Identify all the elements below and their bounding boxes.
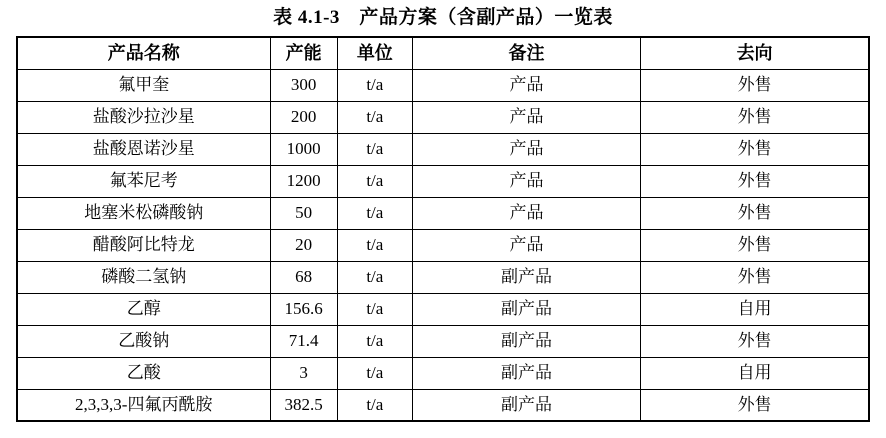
table-cell: 外售 xyxy=(641,197,869,229)
table-cell: 外售 xyxy=(641,69,869,101)
table-cell: 产品 xyxy=(412,229,640,261)
table-cell: t/a xyxy=(337,229,412,261)
table-cell: 外售 xyxy=(641,101,869,133)
table-cell: t/a xyxy=(337,325,412,357)
table-cell: 1200 xyxy=(270,165,337,197)
column-header-1: 产品名称 xyxy=(17,37,270,69)
table-cell: 乙酸钠 xyxy=(17,325,270,357)
table-cell: 自用 xyxy=(641,293,869,325)
table-cell: 氟苯尼考 xyxy=(17,165,270,197)
table-cell: 醋酸阿比特龙 xyxy=(17,229,270,261)
table-cell: 300 xyxy=(270,69,337,101)
table-cell: 3 xyxy=(270,357,337,389)
table-cell: 71.4 xyxy=(270,325,337,357)
table-cell: 副产品 xyxy=(412,325,640,357)
table-header-row xyxy=(17,37,869,69)
table-cell: 156.6 xyxy=(270,293,337,325)
table-cell: 2,3,3,3-四氟丙酰胺 xyxy=(17,389,270,421)
table-cell: 50 xyxy=(270,197,337,229)
table-cell: 产品 xyxy=(412,197,640,229)
table-row xyxy=(17,165,869,197)
column-header-2: 产能 xyxy=(270,37,337,69)
product-scheme-table xyxy=(16,36,870,422)
table-cell: 自用 xyxy=(641,357,869,389)
table-row xyxy=(17,293,869,325)
table-cell: 382.5 xyxy=(270,389,337,421)
table-cell: 产品 xyxy=(412,133,640,165)
table-cell: 外售 xyxy=(641,133,869,165)
table-caption: 表 4.1-3 产品方案（含副产品）一览表 xyxy=(273,7,613,28)
table-row xyxy=(17,197,869,229)
table-row xyxy=(17,101,869,133)
table-cell: 外售 xyxy=(641,389,869,421)
table-cell: t/a xyxy=(337,389,412,421)
table-cell: 副产品 xyxy=(412,389,640,421)
table-cell: 20 xyxy=(270,229,337,261)
table-cell: 产品 xyxy=(412,165,640,197)
table-cell: 外售 xyxy=(641,165,869,197)
table-cell: t/a xyxy=(337,357,412,389)
table-cell: t/a xyxy=(337,197,412,229)
table-cell: 外售 xyxy=(641,261,869,293)
table-cell: t/a xyxy=(337,133,412,165)
table-cell: 乙酸 xyxy=(17,357,270,389)
table-cell: 产品 xyxy=(412,69,640,101)
table-cell: 副产品 xyxy=(412,261,640,293)
table-cell: t/a xyxy=(337,293,412,325)
table-cell: 磷酸二氢钠 xyxy=(17,261,270,293)
column-header-5: 去向 xyxy=(641,37,869,69)
table-cell: t/a xyxy=(337,165,412,197)
table-cell: 外售 xyxy=(641,325,869,357)
table-cell: 200 xyxy=(270,101,337,133)
column-header-4: 备注 xyxy=(412,37,640,69)
table-cell: 产品 xyxy=(412,101,640,133)
table-cell: 乙醇 xyxy=(17,293,270,325)
table-cell: 副产品 xyxy=(412,357,640,389)
table-cell: 外售 xyxy=(641,229,869,261)
table-cell: 盐酸恩诺沙星 xyxy=(17,133,270,165)
table-cell: 地塞米松磷酸钠 xyxy=(17,197,270,229)
table-cell: 副产品 xyxy=(412,293,640,325)
table-cell: 1000 xyxy=(270,133,337,165)
table-cell: t/a xyxy=(337,69,412,101)
table-row xyxy=(17,229,869,261)
table-row xyxy=(17,69,869,101)
table-cell: t/a xyxy=(337,101,412,133)
table-cell: 68 xyxy=(270,261,337,293)
table-row xyxy=(17,133,869,165)
table-cell: 氟甲奎 xyxy=(17,69,270,101)
table-row xyxy=(17,357,869,389)
table-row xyxy=(17,389,869,421)
table-row xyxy=(17,261,869,293)
column-header-3: 单位 xyxy=(337,37,412,69)
table-cell: 盐酸沙拉沙星 xyxy=(17,101,270,133)
table-row xyxy=(17,325,869,357)
table-cell: t/a xyxy=(337,261,412,293)
